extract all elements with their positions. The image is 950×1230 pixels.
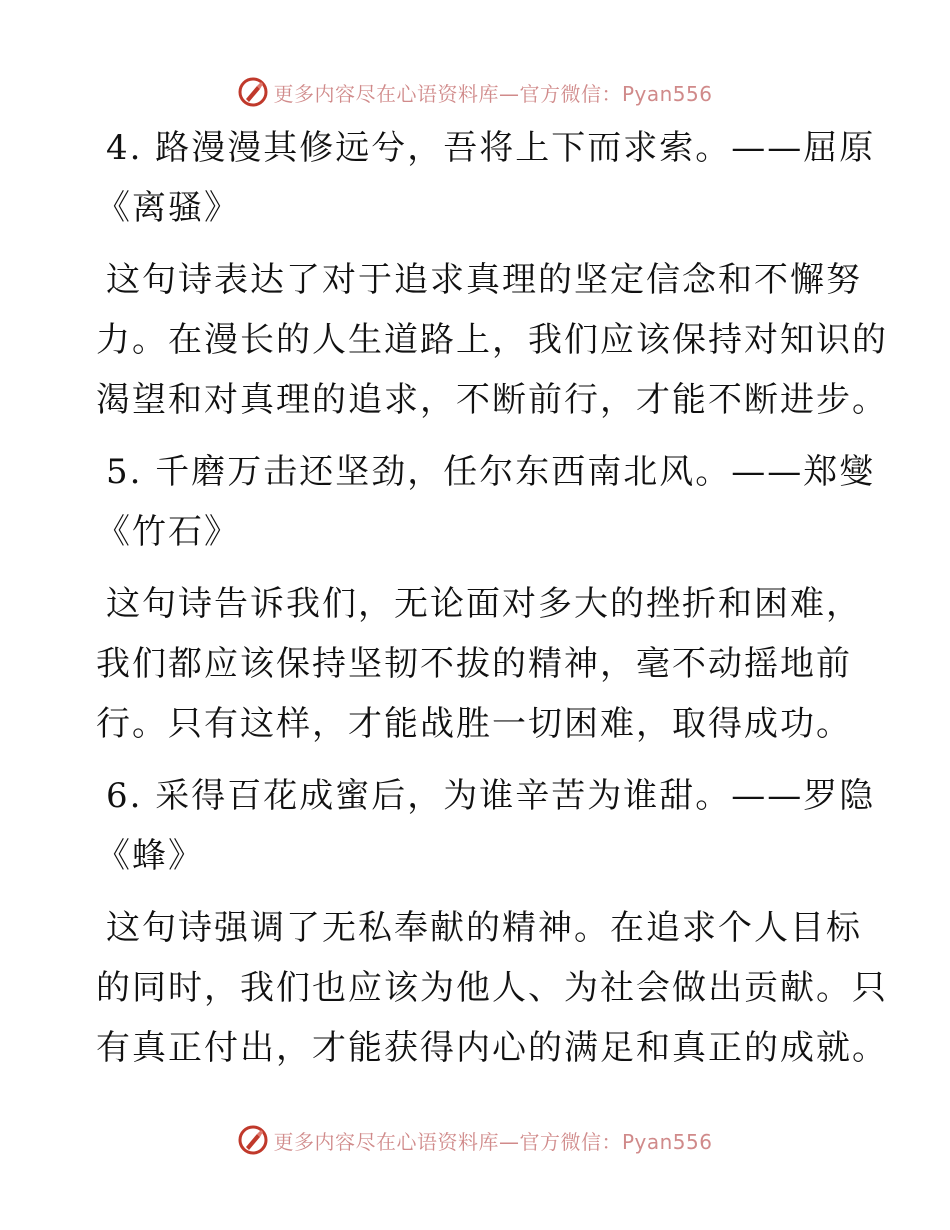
text-line: 行。只有这样，才能战胜一切困难，取得成功。 [96,704,852,744]
text-line: 4. 路漫漫其修远兮，吾将上下而求索。——屈原 [106,128,876,168]
text-line: 我们都应该保持坚韧不拔的精神，毫不动摇地前 [96,644,852,684]
pen-logo-icon [237,76,269,108]
explanation-paragraph [96,898,888,1078]
text-line: 《蜂》 [96,836,204,876]
text-line: 这句诗告诉我们，无论面对多大的挫折和困难， [106,584,862,624]
text-line: 《竹石》 [96,512,240,552]
text-line: 有真正付出，才能获得内心的满足和真正的成就。 [96,1028,888,1068]
poem-quote-5 [96,442,876,562]
text-line: 这句诗强调了无私奉献的精神。在追求个人目标 [106,908,862,948]
text-line: 的同时，我们也应该为他人、为社会做出贡献。只 [96,968,888,1008]
pen-logo-icon [237,1124,269,1156]
text-line: 这句诗表达了对于追求真理的坚定信念和不懈努 [106,260,862,300]
footer-watermark [0,1120,950,1160]
text-line: 《离骚》 [96,188,240,228]
poem-quote-6 [96,766,876,886]
document-body [96,118,888,1078]
header-watermark [0,72,950,112]
explanation-paragraph [96,250,888,430]
text-line: 力。在漫长的人生道路上，我们应该保持对知识的 [96,320,888,360]
poem-quote-4 [96,118,876,238]
text-line: 5. 千磨万击还坚劲，任尔东西南北风。——郑燮 [106,452,876,492]
text-line: 6. 采得百花成蜜后，为谁辛苦为谁甜。——罗隐 [106,776,876,816]
watermark-text: 更多内容尽在心语资料库—官方微信：Pyan556 [273,1129,713,1154]
text-line: 渴望和对真理的追求，不断前行，才能不断进步。 [96,380,888,420]
watermark-text: 更多内容尽在心语资料库—官方微信：Pyan556 [273,81,713,106]
explanation-paragraph [96,574,862,754]
